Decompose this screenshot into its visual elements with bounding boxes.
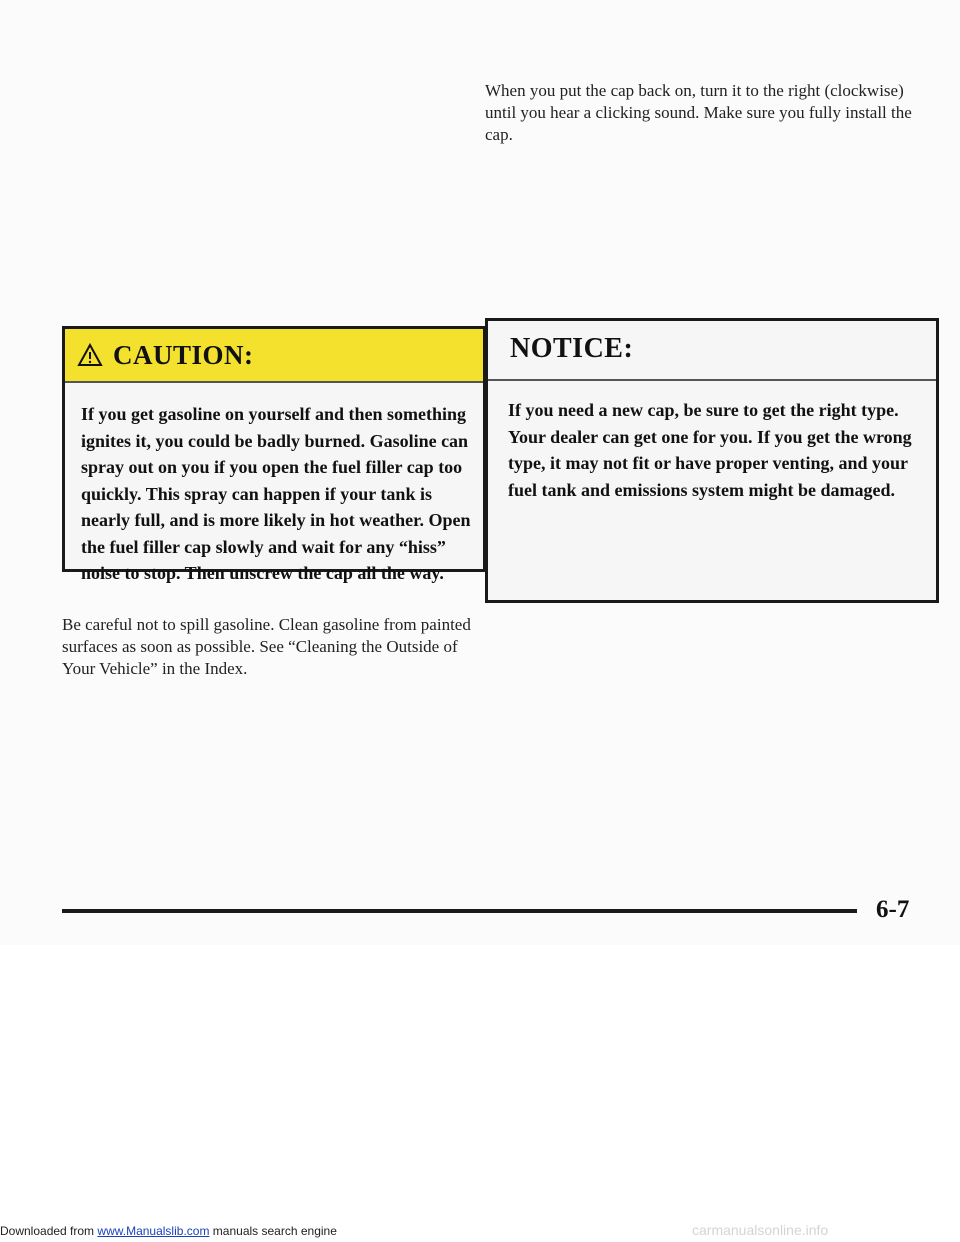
banner-suffix: manuals search engine	[212, 1224, 337, 1238]
notice-header	[488, 321, 936, 381]
download-banner	[0, 1224, 337, 1238]
notice-title: NOTICE:	[510, 333, 634, 364]
caution-box	[62, 326, 486, 583]
caution-title: CAUTION:	[113, 340, 254, 370]
manualslib-link[interactable]: www.Manualslib.com	[97, 1224, 210, 1238]
notice-box	[485, 318, 939, 603]
notice-text: If you need a new cap, be sure to get the right type. Your dealer can get one for you. If you get the wrong type, it may not fit or have proper venting, and your fuel tank and emissions system might be damaged.	[508, 400, 912, 500]
caution-text: If you get gasoline on yourself and then something ignites it, you could be badly burned. Gasoline can spray out on you if you open the fuel filler cap too quickly. This spray can happen if your tank is nearly full, and is more likely in hot weather. Open the fuel filler cap slowly and wait for any “hiss” noise to stop. Then unscrew the cap all the way.	[81, 404, 471, 583]
cap-install-paragraph: When you put the cap back on, turn it to the right (clockwise) until you hear a clicking sound. Make sure you fully install the cap.	[485, 81, 912, 144]
footer-rule	[62, 909, 857, 913]
page-number: 6-7	[876, 896, 910, 923]
warning-triangle-icon	[77, 343, 103, 367]
banner-prefix: Downloaded from	[0, 1224, 95, 1238]
caution-header	[65, 329, 483, 383]
watermark: carmanualsonline.info	[692, 1222, 829, 1238]
spill-paragraph: Be careful not to spill gasoline. Clean gasoline from painted surfaces as soon as possible. See “Cleaning the Outside of Your Vehicle” in the Index.	[62, 615, 471, 678]
